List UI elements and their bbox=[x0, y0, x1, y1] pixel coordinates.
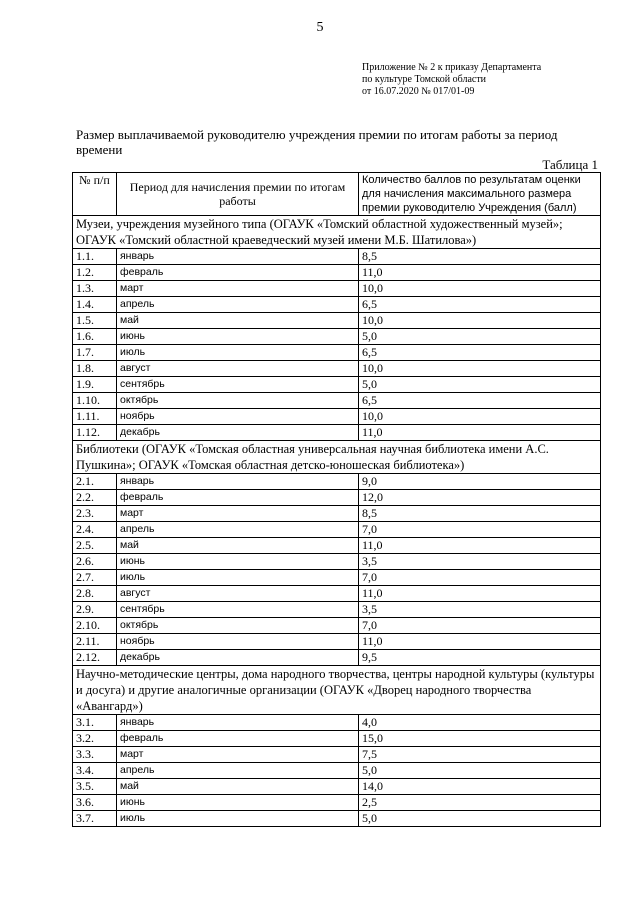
row-points: 15,0 bbox=[359, 731, 601, 747]
appendix-line: Приложение № 2 к приказу Департамента bbox=[362, 62, 542, 73]
group-header-row bbox=[73, 441, 601, 474]
row-number: 1.4. bbox=[73, 297, 117, 313]
row-points: 11,0 bbox=[359, 265, 601, 281]
row-month: сентябрь bbox=[117, 377, 359, 393]
row-month: январь bbox=[117, 715, 359, 731]
row-points: 5,0 bbox=[359, 377, 601, 393]
document-title: Размер выплачиваемой руководителю учреждения премии по итогам работы за период времени bbox=[76, 127, 558, 157]
row-month: май bbox=[117, 313, 359, 329]
table-row bbox=[73, 618, 601, 634]
group-title: Научно-методические центры, дома народного творчества, центры народной культуры (культуры и досуга) и другие аналогичные организации (ОГАУК «Дворец народного творчества «Авангард») bbox=[73, 666, 601, 715]
row-number: 1.10. bbox=[73, 393, 117, 409]
table-row bbox=[73, 313, 601, 329]
table-label: Таблица 1 bbox=[542, 157, 598, 172]
row-points: 5,0 bbox=[359, 329, 601, 345]
table-row bbox=[73, 490, 601, 506]
row-number: 2.11. bbox=[73, 634, 117, 650]
row-month: июнь bbox=[117, 329, 359, 345]
row-number: 3.5. bbox=[73, 779, 117, 795]
row-month: май bbox=[117, 538, 359, 554]
table-row bbox=[73, 634, 601, 650]
row-month: июнь bbox=[117, 554, 359, 570]
row-number: 3.2. bbox=[73, 731, 117, 747]
row-month: ноябрь bbox=[117, 634, 359, 650]
row-number: 1.3. bbox=[73, 281, 117, 297]
row-month: август bbox=[117, 586, 359, 602]
row-points: 10,0 bbox=[359, 361, 601, 377]
row-points: 9,0 bbox=[359, 474, 601, 490]
table-row bbox=[73, 329, 601, 345]
table-header-row bbox=[73, 173, 601, 216]
row-month: июль bbox=[117, 811, 359, 827]
table-row bbox=[73, 731, 601, 747]
row-points: 7,0 bbox=[359, 618, 601, 634]
table-row bbox=[73, 522, 601, 538]
row-points: 8,5 bbox=[359, 249, 601, 265]
table-row bbox=[73, 265, 601, 281]
row-points: 2,5 bbox=[359, 795, 601, 811]
row-month: апрель bbox=[117, 297, 359, 313]
row-month: декабрь bbox=[117, 650, 359, 666]
row-points: 7,5 bbox=[359, 747, 601, 763]
table-row bbox=[73, 747, 601, 763]
row-month: ноябрь bbox=[117, 409, 359, 425]
table-row bbox=[73, 795, 601, 811]
row-number: 1.1. bbox=[73, 249, 117, 265]
table-row bbox=[73, 554, 601, 570]
row-month: февраль bbox=[117, 490, 359, 506]
row-month: февраль bbox=[117, 265, 359, 281]
header-number: № п/п bbox=[73, 173, 117, 216]
row-number: 2.8. bbox=[73, 586, 117, 602]
row-points: 14,0 bbox=[359, 779, 601, 795]
row-month: январь bbox=[117, 474, 359, 490]
table-row bbox=[73, 570, 601, 586]
row-points: 12,0 bbox=[359, 490, 601, 506]
row-points: 3,5 bbox=[359, 554, 601, 570]
row-points: 7,0 bbox=[359, 570, 601, 586]
row-month: июль bbox=[117, 570, 359, 586]
row-number: 3.3. bbox=[73, 747, 117, 763]
table-row bbox=[73, 715, 601, 731]
table-row bbox=[73, 409, 601, 425]
row-month: июнь bbox=[117, 795, 359, 811]
row-month: май bbox=[117, 779, 359, 795]
group-title: Библиотеки (ОГАУК «Томская областная универсальная научная библиотека имени А.С. Пушкина»; ОГАУК «Томская областная детско-юношеская библиотека») bbox=[73, 441, 601, 474]
header-points: Количество баллов по результатам оценки для начисления максимального размера премии руководителю Учреждения (балл) bbox=[359, 173, 601, 216]
row-number: 2.10. bbox=[73, 618, 117, 634]
row-number: 2.4. bbox=[73, 522, 117, 538]
table-row bbox=[73, 602, 601, 618]
table-row bbox=[73, 506, 601, 522]
row-month: июль bbox=[117, 345, 359, 361]
row-points: 10,0 bbox=[359, 409, 601, 425]
page-number: 5 bbox=[316, 20, 324, 35]
row-number: 1.8. bbox=[73, 361, 117, 377]
row-number: 3.6. bbox=[73, 795, 117, 811]
table-row bbox=[73, 281, 601, 297]
row-month: март bbox=[117, 506, 359, 522]
row-number: 2.6. bbox=[73, 554, 117, 570]
group-header-row bbox=[73, 666, 601, 715]
row-month: октябрь bbox=[117, 393, 359, 409]
row-number: 1.12. bbox=[73, 425, 117, 441]
table-row bbox=[73, 538, 601, 554]
row-number: 1.6. bbox=[73, 329, 117, 345]
row-points: 6,5 bbox=[359, 345, 601, 361]
row-points: 3,5 bbox=[359, 602, 601, 618]
row-points: 6,5 bbox=[359, 297, 601, 313]
table-row bbox=[73, 425, 601, 441]
group-header-row bbox=[73, 216, 601, 249]
table-row bbox=[73, 249, 601, 265]
row-points: 10,0 bbox=[359, 281, 601, 297]
row-points: 11,0 bbox=[359, 425, 601, 441]
row-month: январь bbox=[117, 249, 359, 265]
row-points: 4,0 bbox=[359, 715, 601, 731]
row-month: февраль bbox=[117, 731, 359, 747]
row-points: 5,0 bbox=[359, 811, 601, 827]
row-number: 2.1. bbox=[73, 474, 117, 490]
row-month: апрель bbox=[117, 763, 359, 779]
row-month: март bbox=[117, 747, 359, 763]
row-number: 3.1. bbox=[73, 715, 117, 731]
row-points: 11,0 bbox=[359, 538, 601, 554]
row-number: 2.9. bbox=[73, 602, 117, 618]
group-title: Музеи, учреждения музейного типа (ОГАУК «Томский областной художественный музей»; ОГАУК «Томский областной краеведческий музей имени М.Б. Шатилова») bbox=[73, 216, 601, 249]
row-month: октябрь bbox=[117, 618, 359, 634]
table-row bbox=[73, 345, 601, 361]
row-points: 11,0 bbox=[359, 634, 601, 650]
row-number: 1.5. bbox=[73, 313, 117, 329]
row-number: 2.5. bbox=[73, 538, 117, 554]
row-number: 1.11. bbox=[73, 409, 117, 425]
row-month: сентябрь bbox=[117, 602, 359, 618]
row-points: 7,0 bbox=[359, 522, 601, 538]
row-number: 3.7. bbox=[73, 811, 117, 827]
appendix-line: от 16.07.2020 № 017/01-09 bbox=[362, 86, 475, 97]
bonus-table bbox=[72, 172, 601, 827]
table-row bbox=[73, 763, 601, 779]
row-number: 1.9. bbox=[73, 377, 117, 393]
table-body bbox=[73, 216, 601, 827]
row-month: апрель bbox=[117, 522, 359, 538]
row-points: 9,5 bbox=[359, 650, 601, 666]
table-row bbox=[73, 586, 601, 602]
table-row bbox=[73, 474, 601, 490]
row-points: 10,0 bbox=[359, 313, 601, 329]
row-number: 3.4. bbox=[73, 763, 117, 779]
appendix-line: по культуре Томской области bbox=[362, 74, 487, 85]
table-row bbox=[73, 811, 601, 827]
header-period: Период для начисления премии по итогам работы bbox=[117, 173, 359, 216]
appendix-note bbox=[362, 62, 541, 98]
table-row bbox=[73, 779, 601, 795]
row-points: 5,0 bbox=[359, 763, 601, 779]
table-row bbox=[73, 650, 601, 666]
row-number: 1.7. bbox=[73, 345, 117, 361]
row-number: 2.2. bbox=[73, 490, 117, 506]
row-number: 2.7. bbox=[73, 570, 117, 586]
row-month: март bbox=[117, 281, 359, 297]
table-row bbox=[73, 297, 601, 313]
row-points: 8,5 bbox=[359, 506, 601, 522]
row-points: 11,0 bbox=[359, 586, 601, 602]
row-number: 1.2. bbox=[73, 265, 117, 281]
table-row bbox=[73, 361, 601, 377]
row-month: декабрь bbox=[117, 425, 359, 441]
table-row bbox=[73, 393, 601, 409]
row-points: 6,5 bbox=[359, 393, 601, 409]
row-number: 2.12. bbox=[73, 650, 117, 666]
row-number: 2.3. bbox=[73, 506, 117, 522]
row-month: август bbox=[117, 361, 359, 377]
table-row bbox=[73, 377, 601, 393]
